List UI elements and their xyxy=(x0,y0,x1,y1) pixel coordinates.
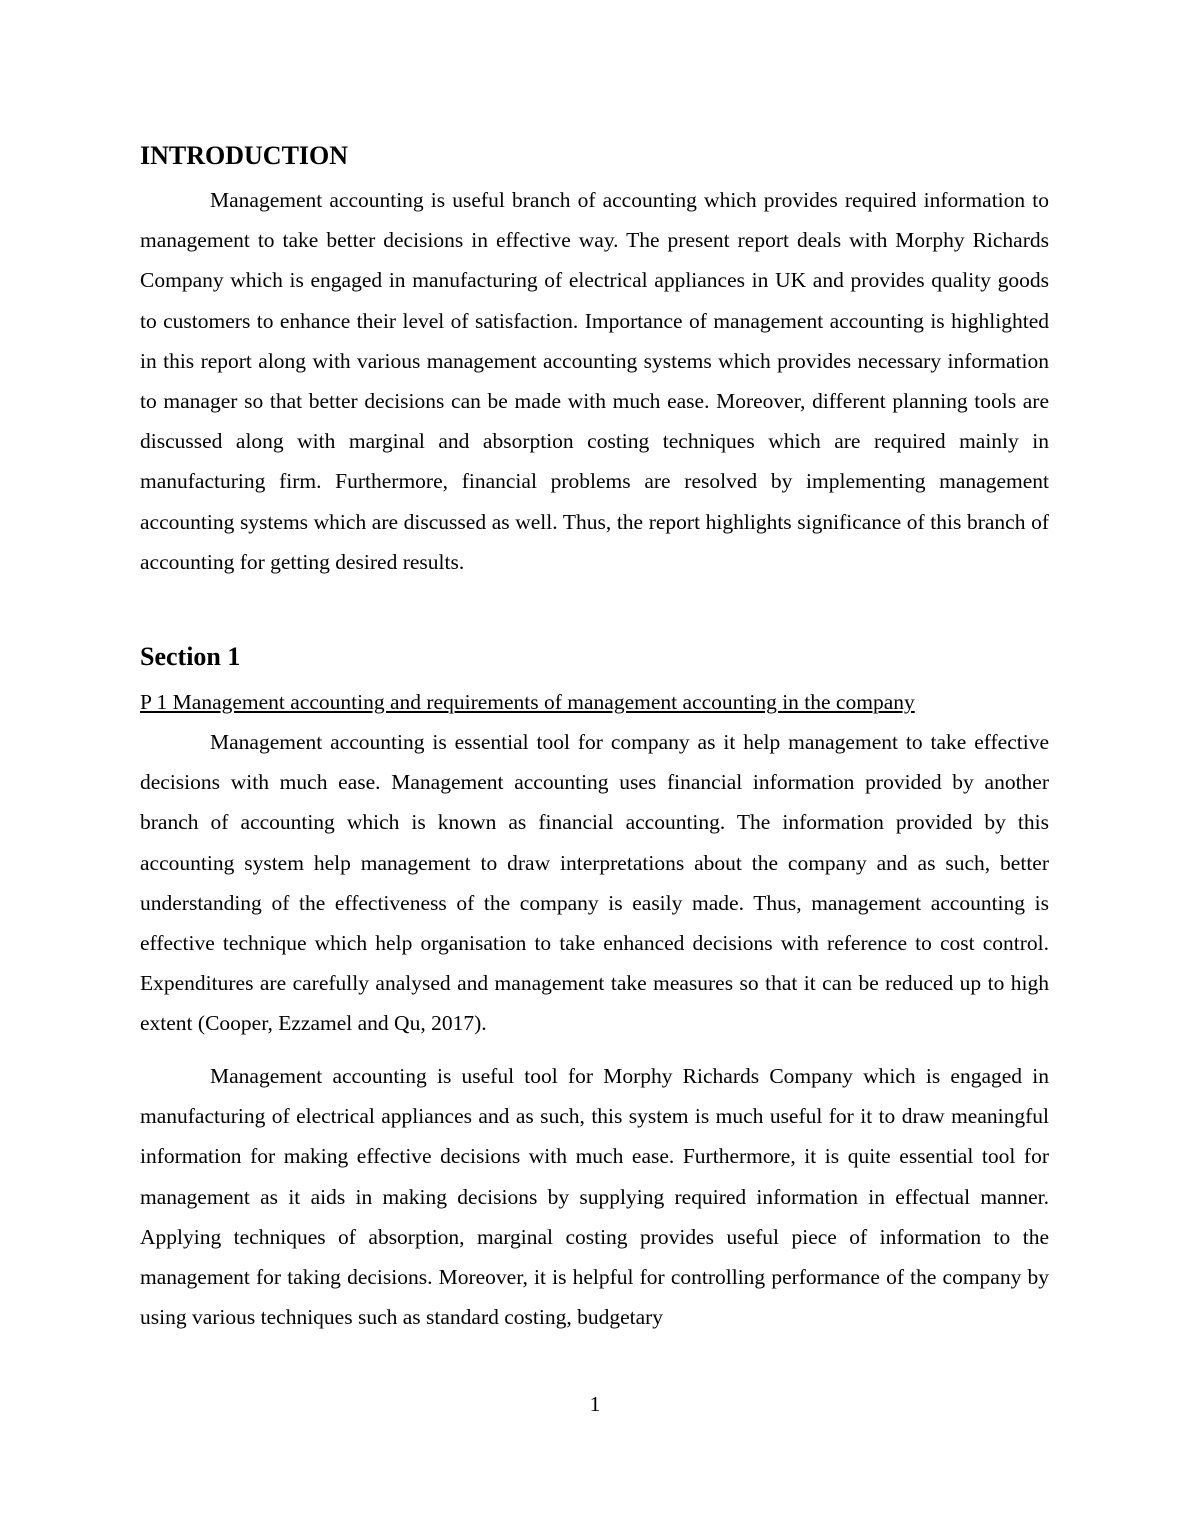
section-1-paragraph-2: Management accounting is useful tool for Morphy Richards Company which is engaged in manufacturing of electrical appliances and as such, this system is much useful for it to draw meaningful information for making effective decisions with much ease. Furthermore, it is quite essential tool for management as it aids in making decisions by supplying required information in effectual manner. Applying techniques of absorption, marginal costing provides useful piece of information to the management for taking decisions. Moreover, it is helpful for controlling performance of the company by using various techniques such as standard costing, budgetary xyxy=(140,1064,1049,1330)
section-1-paragraph-1: Management accounting is essential tool for company as it help management to take effective decisions with much ease. Management accounting uses financial information provided by another branch of accounting which is known as financial accounting. The information provided by this accounting system help management to draw interpretations about the company and as such, better understanding of the effectiveness of the company is easily made. Thus, management accounting is effective technique which help organisation to take enhanced decisions with reference to cost control. Expenditures are carefully analysed and management take measures so that it can be reduced up to high extent (Cooper, Ezzamel and Qu, 2017). xyxy=(140,730,1049,1036)
section-1-heading: Section 1 xyxy=(140,642,241,671)
introduction-heading: INTRODUCTION xyxy=(140,141,349,170)
section-1-subheading: P 1 Management accounting and requirements of management accounting in the company xyxy=(140,690,915,714)
introduction-paragraph: Management accounting is useful branch of accounting which provides required information to management to take better decisions in effective way. The present report deals with Morphy Richards Company which is engaged in manufacturing of electrical appliances in UK and provides quality goods to customers to enhance their level of satisfaction. Importance of management accounting is highlighted in this report along with various management accounting systems which provides necessary information to manager so that better decisions can be made with much ease. Moreover, different planning tools are discussed along with marginal and absorption costing techniques which are required mainly in manufacturing firm. Furthermore, financial problems are resolved by implementing management accounting systems which are discussed as well. Thus, the report highlights significance of this branch of accounting for getting desired results. xyxy=(140,188,1049,574)
page-number: 1 xyxy=(589,1392,601,1416)
